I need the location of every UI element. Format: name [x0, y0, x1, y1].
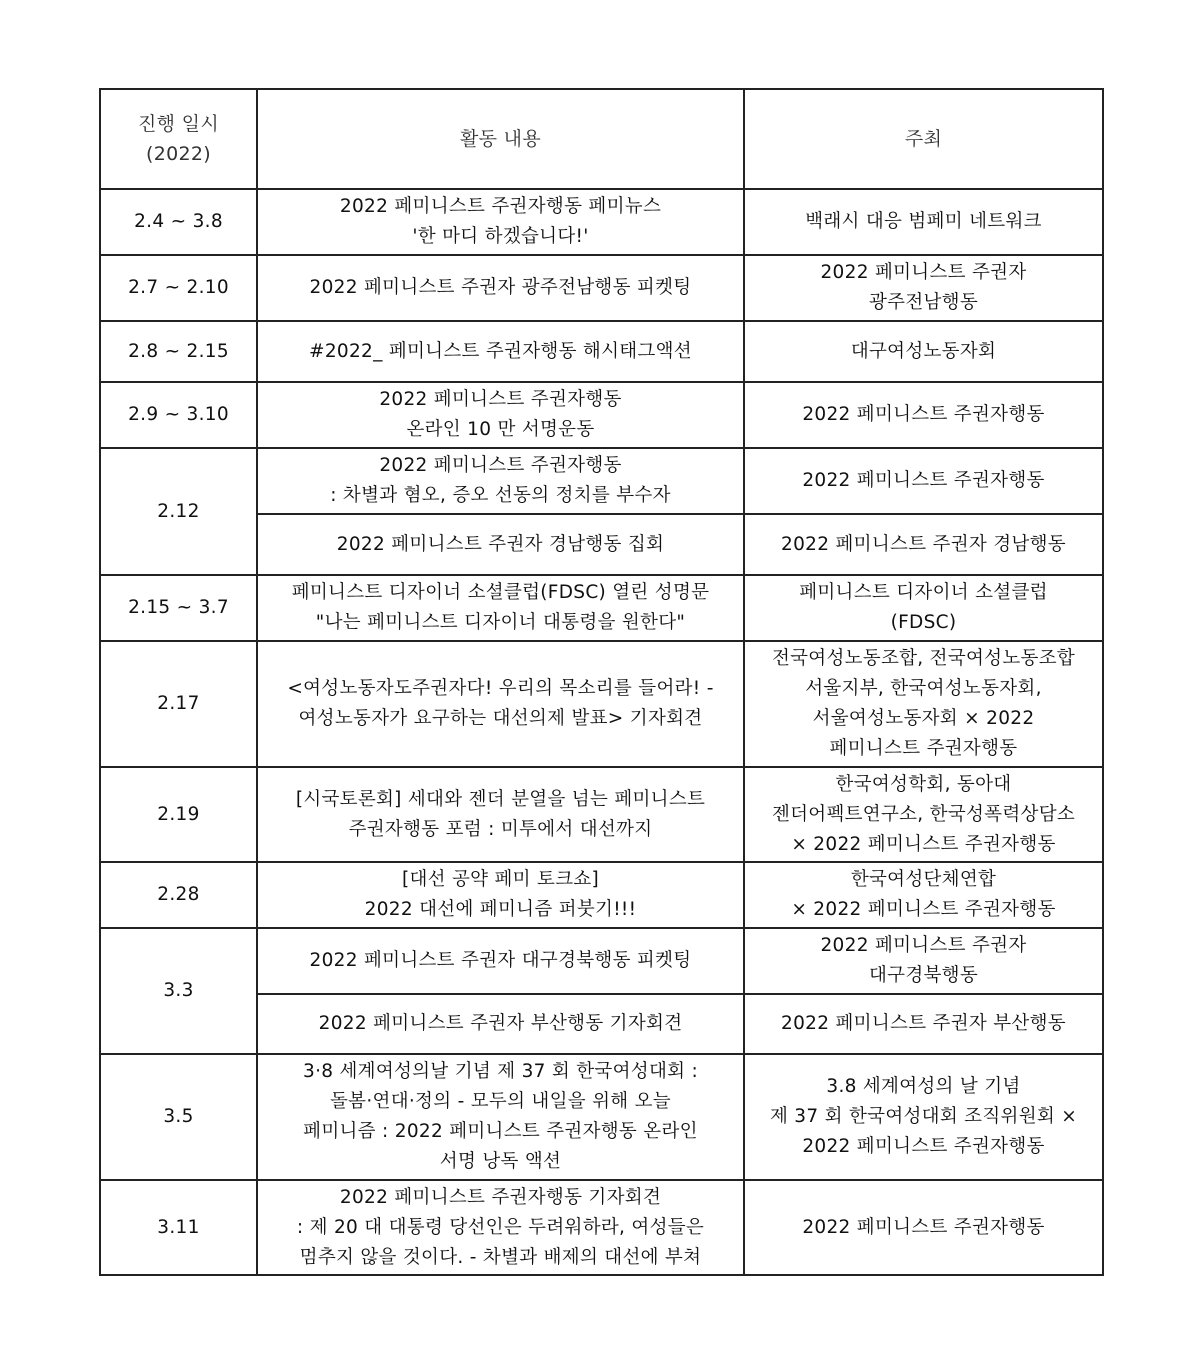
- table-row: [100, 1054, 1103, 1180]
- host-cell: 2022 페미니스트 주권자행동: [744, 448, 1103, 514]
- host-cell: 2022 페미니스트 주권자 광주전남행동: [744, 255, 1103, 321]
- date-cell: 3.3: [100, 928, 257, 1054]
- activity-cell: <여성노동자도주권자다! 우리의 목소리를 들어라! - 여성노동자가 요구하는 대선의제 발표> 기자회견: [257, 641, 744, 767]
- activity-cell: #2022_ 페미니스트 주권자행동 해시태그액션: [257, 321, 744, 382]
- table-row: [100, 575, 1103, 641]
- header-date: 진행 일시 (2022): [100, 89, 257, 189]
- date-cell: 2.19: [100, 767, 257, 862]
- activity-cell: 2022 페미니스트 주권자 광주전남행동 피켓팅: [257, 255, 744, 321]
- table-row: [100, 862, 1103, 928]
- table-row: [100, 189, 1103, 255]
- activity-cell: 2022 페미니스트 주권자 대구경북행동 피켓팅: [257, 928, 744, 994]
- table-row: [100, 382, 1103, 448]
- date-cell: 2.7 ~ 2.10: [100, 255, 257, 321]
- date-cell: 3.5: [100, 1054, 257, 1180]
- host-cell: 페미니스트 디자이너 소셜클럽 (FDSC): [744, 575, 1103, 641]
- date-cell: 2.28: [100, 862, 257, 928]
- table-row: [100, 321, 1103, 382]
- table-header-row: [100, 89, 1103, 189]
- activity-cell: 2022 페미니스트 주권자행동 페미뉴스 '한 마디 하겠습니다!': [257, 189, 744, 255]
- host-cell: 2022 페미니스트 주권자 부산행동: [744, 994, 1103, 1054]
- table-row: [100, 448, 1103, 514]
- date-cell: 2.12: [100, 448, 257, 575]
- table-row: [100, 255, 1103, 321]
- host-cell: 2022 페미니스트 주권자행동: [744, 1180, 1103, 1275]
- date-cell: 2.15 ~ 3.7: [100, 575, 257, 641]
- host-cell: 2022 페미니스트 주권자 대구경북행동: [744, 928, 1103, 994]
- activity-cell: [시국토론회] 세대와 젠더 분열을 넘는 페미니스트 주권자행동 포럼 : 미투에서 대선까지: [257, 767, 744, 862]
- activity-cell: 2022 페미니스트 주권자행동 기자회견 : 제 20 대 대통령 당선인은 두려워하라, 여성들은 멈추지 않을 것이다. - 차별과 배제의 대선에 부쳐: [257, 1180, 744, 1275]
- host-cell: 백래시 대응 범페미 네트워크: [744, 189, 1103, 255]
- date-cell: 2.8 ~ 2.15: [100, 321, 257, 382]
- host-cell: 2022 페미니스트 주권자행동: [744, 382, 1103, 448]
- host-cell: 3.8 세계여성의 날 기념 제 37 회 한국여성대회 조직위원회 × 2022 페미니스트 주권자행동: [744, 1054, 1103, 1180]
- activity-cell: [대선 공약 페미 토크쇼] 2022 대선에 페미니즘 퍼붓기!!!: [257, 862, 744, 928]
- activity-cell: 2022 페미니스트 주권자 경남행동 집회: [257, 514, 744, 575]
- activity-cell: 페미니스트 디자이너 소셜클럽(FDSC) 열린 성명문 "나는 페미니스트 디자이너 대통령을 원한다": [257, 575, 744, 641]
- date-cell: 2.4 ~ 3.8: [100, 189, 257, 255]
- date-cell: 2.17: [100, 641, 257, 767]
- date-cell: 2.9 ~ 3.10: [100, 382, 257, 448]
- host-cell: 대구여성노동자회: [744, 321, 1103, 382]
- host-cell: 2022 페미니스트 주권자 경남행동: [744, 514, 1103, 575]
- activity-cell: 2022 페미니스트 주권자행동 온라인 10 만 서명운동: [257, 382, 744, 448]
- table-row: [100, 928, 1103, 994]
- activity-cell: 3·8 세계여성의날 기념 제 37 회 한국여성대회 : 돌봄·연대·정의 - 모두의 내일을 위해 오늘 페미니즘 : 2022 페미니스트 주권자행동 온라인 서명 낭독 액션: [257, 1054, 744, 1180]
- header-host: 주최: [744, 89, 1103, 189]
- activity-cell: 2022 페미니스트 주권자 부산행동 기자회견: [257, 994, 744, 1054]
- host-cell: 한국여성학회, 동아대 젠더어펙트연구소, 한국성폭력상담소 × 2022 페미니스트 주권자행동: [744, 767, 1103, 862]
- table-row: [100, 1180, 1103, 1275]
- table-row: [100, 641, 1103, 767]
- header-activity: 활동 내용: [257, 89, 744, 189]
- activity-schedule-table: [99, 88, 1104, 1276]
- host-cell: 한국여성단체연합 × 2022 페미니스트 주권자행동: [744, 862, 1103, 928]
- host-cell: 전국여성노동조합, 전국여성노동조합 서울지부, 한국여성노동자회, 서울여성노동자회 × 2022 페미니스트 주권자행동: [744, 641, 1103, 767]
- activity-cell: 2022 페미니스트 주권자행동 : 차별과 혐오, 증오 선동의 정치를 부수자: [257, 448, 744, 514]
- date-cell: 3.11: [100, 1180, 257, 1275]
- table-row: [100, 767, 1103, 862]
